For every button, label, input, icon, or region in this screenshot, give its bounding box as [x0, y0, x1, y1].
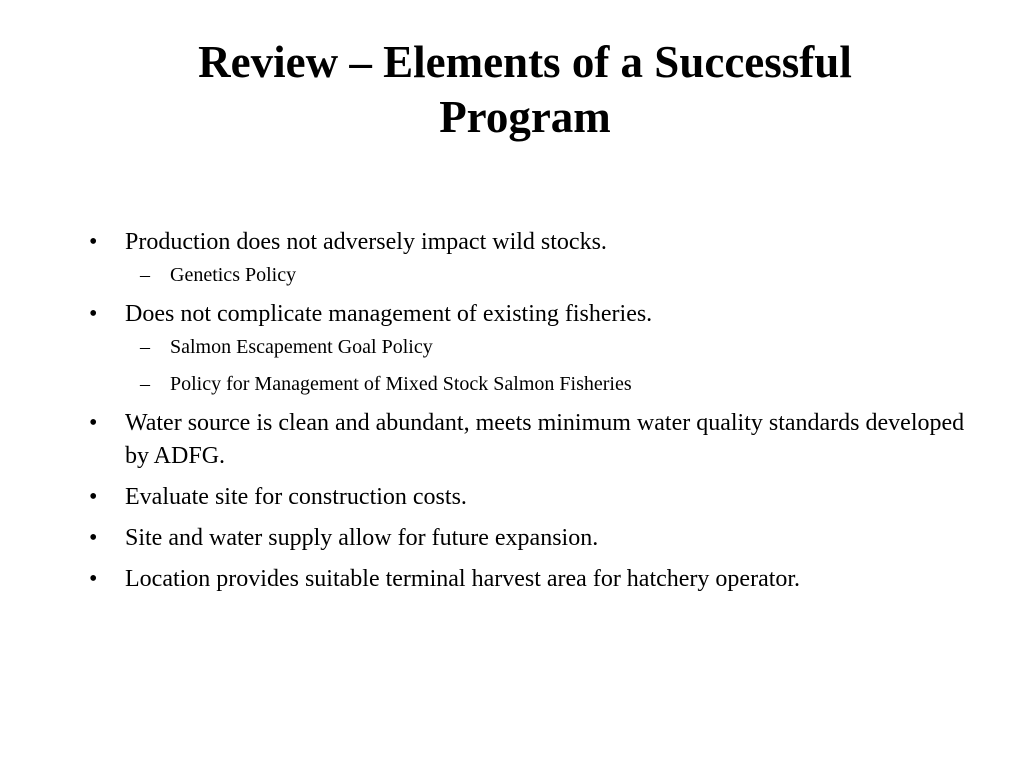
- sub-bullet-text: Salmon Escapement Goal Policy: [170, 336, 433, 358]
- dash-icon: –: [140, 264, 150, 286]
- bullet-text: Evaluate site for construction costs.: [125, 484, 467, 510]
- bullet-icon: •: [89, 484, 98, 510]
- sub-bullet-list: [125, 261, 965, 289]
- sub-bullet-item: [125, 333, 965, 361]
- sub-bullet-item: [125, 261, 965, 289]
- bullet-item: [85, 481, 965, 514]
- bullet-item: [85, 298, 965, 398]
- slide-title-line-1: Review – Elements of a Successful: [198, 37, 852, 87]
- dash-icon: –: [140, 336, 150, 358]
- bullet-text: Site and water supply allow for future expansion.: [125, 525, 599, 551]
- bullet-icon: •: [89, 525, 98, 551]
- bullet-text: Water source is clean and abundant, meets minimum water quality standards developed by ADFG.: [125, 410, 965, 469]
- bullet-text: Does not complicate management of existing fisheries.: [125, 301, 653, 327]
- slide-title-line-2: Program: [439, 92, 611, 142]
- sub-bullet-list: [125, 333, 965, 398]
- slide-title: [112, 35, 938, 145]
- bullet-item: [85, 563, 965, 596]
- bullet-icon: •: [89, 566, 98, 592]
- bullet-icon: •: [89, 301, 98, 327]
- sub-bullet-text: Genetics Policy: [170, 264, 297, 286]
- bullet-list: [85, 226, 965, 604]
- bullet-item: [85, 407, 965, 473]
- bullet-text: Production does not adversely impact wild stocks.: [125, 229, 607, 255]
- bullet-text: Location provides suitable terminal harvest area for hatchery operator.: [125, 566, 801, 592]
- bullet-item: [85, 522, 965, 555]
- dash-icon: –: [140, 373, 150, 395]
- bullet-icon: •: [89, 410, 98, 436]
- bullet-item: [85, 226, 965, 289]
- sub-bullet-item: [125, 370, 965, 398]
- bullet-icon: •: [89, 229, 98, 255]
- sub-bullet-text: Policy for Management of Mixed Stock Salmon Fisheries: [170, 373, 632, 395]
